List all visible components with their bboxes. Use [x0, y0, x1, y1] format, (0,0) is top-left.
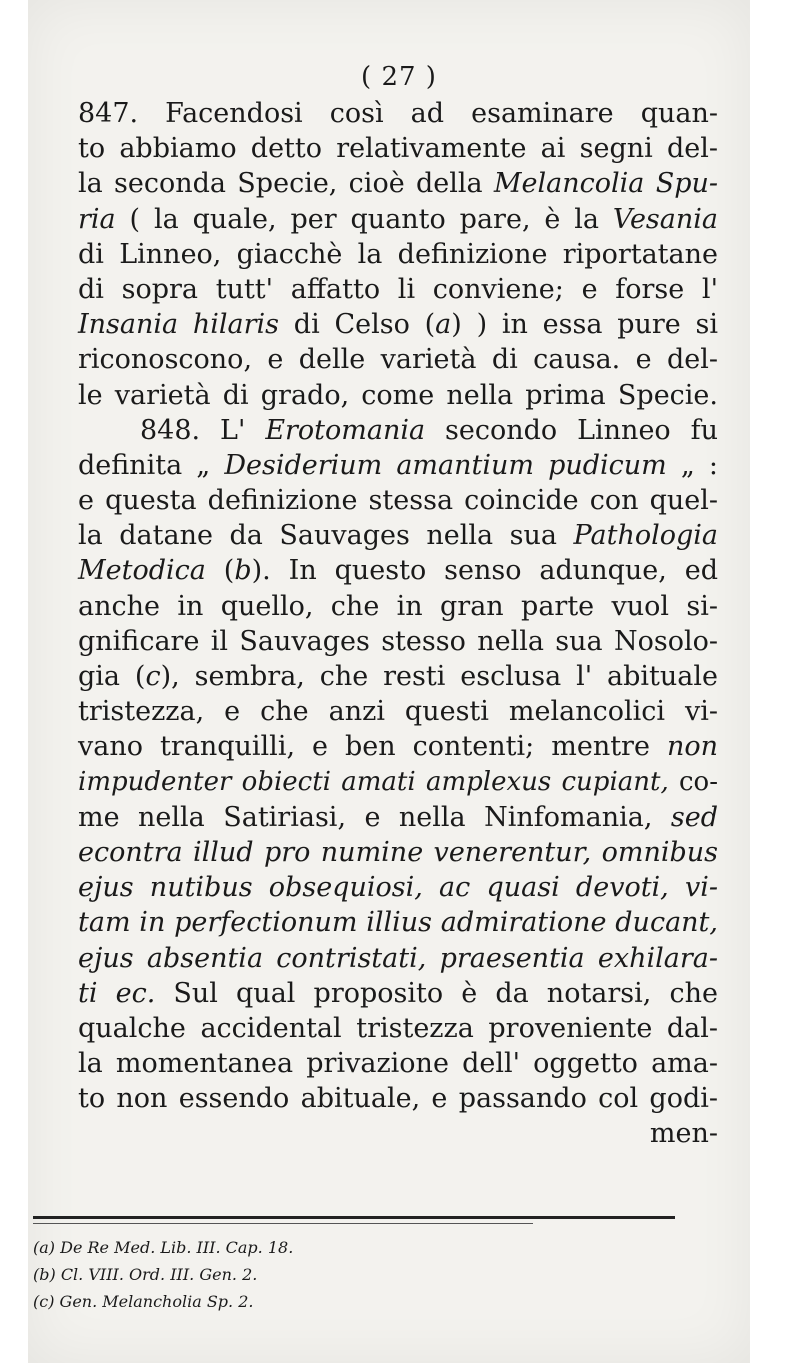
text-segment: la momentanea privazione dell' oggetto ama- [78, 1048, 718, 1080]
text-segment: anche in quello, che in gran parte vuol si- [78, 590, 718, 622]
italic-text: Erotomania [265, 414, 426, 446]
text-segment: ( la quale, per quanto pare, è la [115, 203, 613, 235]
text-segment: Sul qual proposito è da notarsi, che [155, 977, 718, 1009]
italic-text: ria [78, 203, 116, 235]
text-line [78, 659, 718, 694]
text-line [78, 589, 718, 624]
footnote: (a) De Re Med. Lib. III. Cap. 18. [33, 1238, 294, 1257]
text-segment: 847. Facendosi così ad esaminare quan- [78, 98, 718, 129]
italic-text: c [145, 661, 161, 692]
text-line [78, 342, 718, 377]
text-line [78, 941, 718, 976]
text-segment: 848. L' [140, 414, 266, 446]
text-segment: secondo Linneo fu [425, 414, 718, 446]
text-segment: vano tranquilli, e ben contenti; mentre [78, 731, 667, 763]
text-line [78, 765, 718, 800]
text-line [78, 905, 718, 940]
italic-text: Desiderium amantium pudicum [224, 449, 667, 481]
italic-text: econtra illud pro numine venerentur, omnibus [78, 836, 718, 868]
text-segment: gia ( [78, 661, 146, 692]
text-segment: la datane da Sauvages nella sua [78, 520, 574, 552]
text-line [78, 800, 718, 835]
italic-text: sed [670, 801, 718, 833]
text-line [78, 413, 718, 448]
text-segment: e questa definizione stessa coincide con quel- [78, 485, 718, 517]
text-segment: ), sembra, che resti esclusa l' abituale [160, 661, 719, 692]
text-segment: to non essendo abituale, e passando col godi- [78, 1083, 718, 1115]
text-segment: gnificare il Sauvages stesso nella sua Nosolo- [78, 625, 718, 657]
text-segment: tristezza, e che anzi questi melancolici vi- [78, 696, 718, 728]
italic-text: Metodica [78, 555, 206, 587]
text-line [78, 729, 718, 764]
text-segment: la seconda Specie, cioè della [78, 168, 494, 200]
text-segment: definita „ [78, 449, 225, 481]
text-segment: to abbiamo detto relativamente ai segni del- [78, 133, 718, 165]
footnote-rule-thin [33, 1223, 533, 1224]
text-line [78, 448, 718, 483]
text-line [78, 553, 718, 588]
text-line [78, 202, 718, 237]
text-segment: ( [205, 555, 235, 587]
text-line [78, 272, 718, 307]
text-line [78, 624, 718, 659]
text-line [78, 870, 718, 905]
italic-text: tam in perfectionum illius admiratione ducant, [78, 907, 718, 939]
footnote: (c) Gen. Melancholia Sp. 2. [33, 1292, 254, 1311]
italic-text: ejus absentia contristati, praesentia exhilara- [78, 942, 718, 974]
text-line [78, 694, 718, 729]
text-segment: le varietà di grado, come nella prima Specie. [78, 379, 718, 411]
italic-text: b [234, 555, 252, 587]
text-line [78, 976, 718, 1011]
text-segment: ). In questo senso adunque, ed [251, 555, 718, 587]
text-line [78, 835, 718, 870]
text-line [78, 483, 718, 518]
italic-text: non [666, 731, 718, 763]
text-line [78, 131, 718, 166]
text-line [78, 1011, 718, 1046]
text-line [78, 237, 718, 272]
footnote-rule [33, 1216, 675, 1219]
italic-text: a [435, 309, 452, 341]
text-line [78, 378, 718, 413]
text-segment: riconoscono, e delle varietà di causa. e del- [78, 344, 718, 376]
page-number: ( 27 ) [361, 62, 437, 92]
text-line [78, 1081, 718, 1116]
text-segment: di Celso ( [279, 309, 436, 341]
footnote: (b) Cl. VIII. Ord. III. Gen. 2. [33, 1265, 258, 1284]
text-line [78, 1046, 718, 1081]
italic-text: Pathologia [573, 520, 718, 552]
text-line [78, 166, 718, 201]
body-text [78, 96, 718, 1152]
text-segment: di sopra tutt' affatto li conviene; e forse l' [78, 273, 718, 305]
italic-text: ti ec. [78, 977, 156, 1009]
text-segment: ) ) in essa pure si [451, 309, 718, 341]
footnotes [33, 1234, 533, 1315]
text-line [78, 96, 718, 131]
text-line [78, 307, 718, 342]
italic-text: Insania hilaris [78, 309, 280, 341]
text-line [78, 518, 718, 553]
text-segment: co- [668, 766, 718, 797]
text-segment: me nella Satiriasi, e nella Ninfomania, [78, 801, 671, 833]
text-segment: „ : [666, 449, 718, 481]
italic-text: ejus nutibus obsequiosi, ac quasi devoti, vi- [78, 872, 718, 904]
catchword: men- [649, 1118, 718, 1150]
book-page [28, 0, 750, 1363]
italic-text: impudenter obiecti amati amplexus cupiant, [78, 766, 669, 797]
italic-text: Melancolia Spu- [493, 168, 718, 200]
text-segment: di Linneo, giacchè la definizione riportatane [78, 238, 718, 270]
italic-text: Vesania [612, 203, 718, 235]
text-segment: qualche accidental tristezza proveniente dal- [78, 1012, 718, 1044]
